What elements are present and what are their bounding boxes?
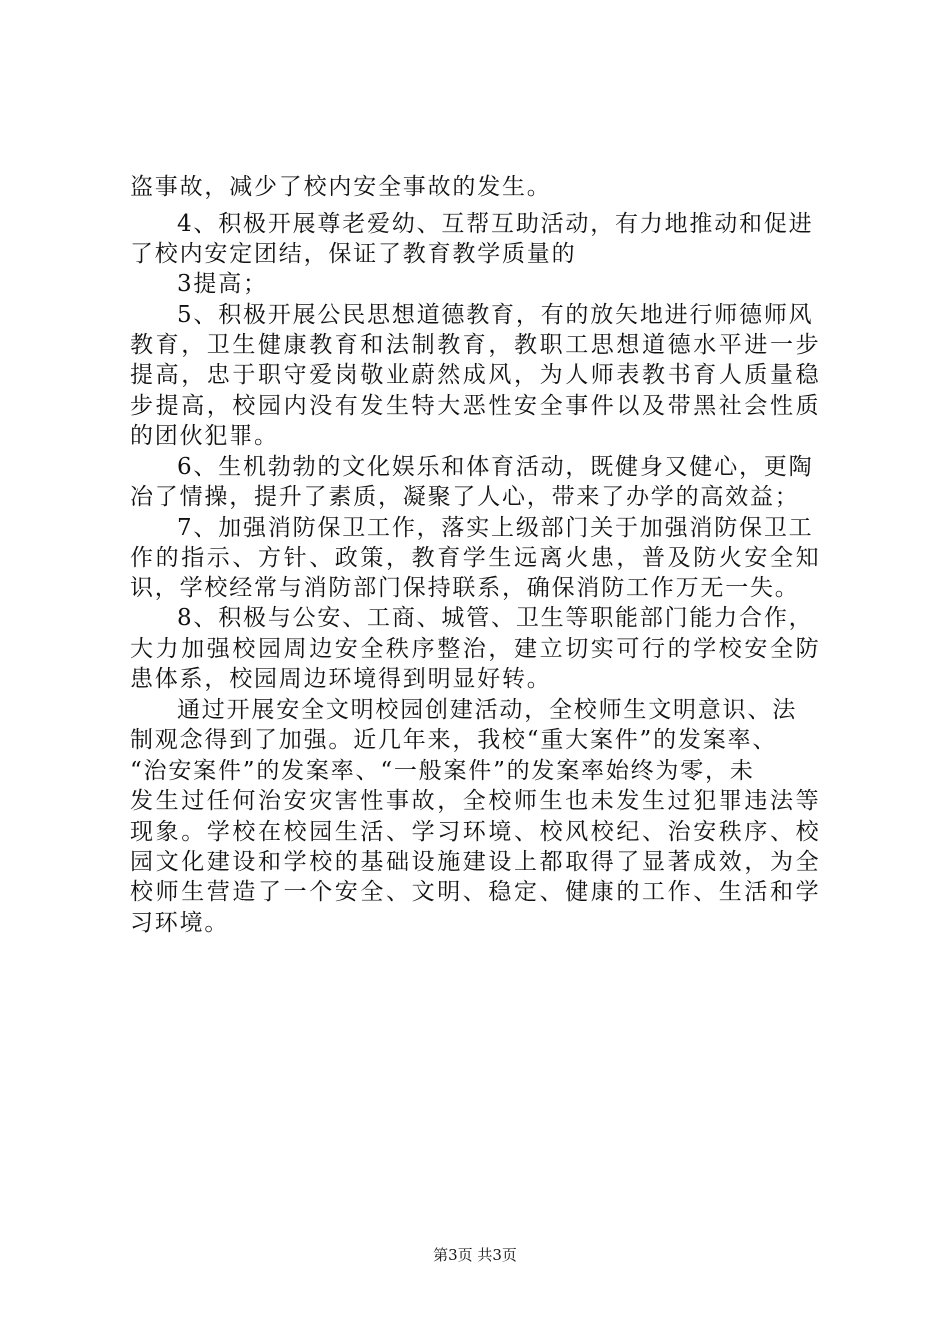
text-line: 提高，忠于职守爱岗敬业蔚然成风，为人师表教书育人质量稳 — [130, 362, 822, 388]
text-line: 识，学校经常与消防部门保持联系，确保消防工作万无一失。 — [130, 575, 800, 601]
text-line: 盗事故，减少了校内安全事故的发生。 — [130, 174, 552, 200]
text-line: 制观念得到了加强。近几年来，我校“重大案件”的发案率、 — [130, 727, 778, 753]
text-line: 大力加强校园周边安全秩序整治，建立切实可行的学校安全防 — [130, 636, 822, 662]
text-line: 患体系，校园周边环境得到明显好转。 — [130, 666, 552, 692]
text-line: 7、加强消防保卫工作，落实上级部门关于加强消防保卫工 — [177, 515, 814, 541]
text-line: 习环境。 — [130, 910, 230, 936]
page-number-footer: 第3页 共3页 — [433, 1246, 517, 1264]
text-line: 教育，卫生健康教育和法制教育，教职工思想道德水平进一步 — [130, 332, 822, 358]
text-line: 通过开展安全文明校园创建活动，全校师生文明意识、法 — [177, 697, 797, 723]
text-line: 6、生机勃勃的文化娱乐和体育活动，既健身又健心，更陶 — [177, 454, 814, 480]
text-line: 4、积极开展尊老爱幼、互帮互助活动，有力地推动和促进 — [177, 211, 814, 237]
text-line: 了校内安定团结，保证了教育教学质量的 — [130, 241, 577, 267]
text-line: “治安案件”的发案率、“一般案件”的发案率始终为零，未 — [130, 758, 755, 784]
text-line: 5、积极开展公民思想道德教育，有的放矢地进行师德师风 — [177, 302, 814, 328]
text-line: 校师生营造了一个安全、文明、稳定、健康的工作、生活和学 — [130, 879, 822, 905]
text-line: 园文化建设和学校的基础设施建设上都取得了显著成效，为全 — [130, 849, 822, 875]
text-line: 冶了情操，提升了素质，凝聚了人心，带来了办学的高效益； — [130, 484, 800, 510]
text-line: 3提高； — [177, 271, 268, 297]
text-line: 8、积极与公安、工商、城管、卫生等职能部门能力合作， — [177, 605, 814, 631]
text-line: 发生过任何治安灾害性事故，全校师生也未发生过犯罪违法等 — [130, 788, 822, 814]
text-line: 步提高，校园内没有发生特大恶性安全事件以及带黑社会性质 — [130, 393, 822, 419]
text-line: 现象。学校在校园生活、学习环境、校风校纪、治安秩序、校 — [130, 819, 822, 845]
text-line: 的团伙犯罪。 — [130, 423, 279, 449]
text-line: 作的指示、方针、政策，教育学生远离火患，普及防火安全知 — [130, 545, 822, 571]
